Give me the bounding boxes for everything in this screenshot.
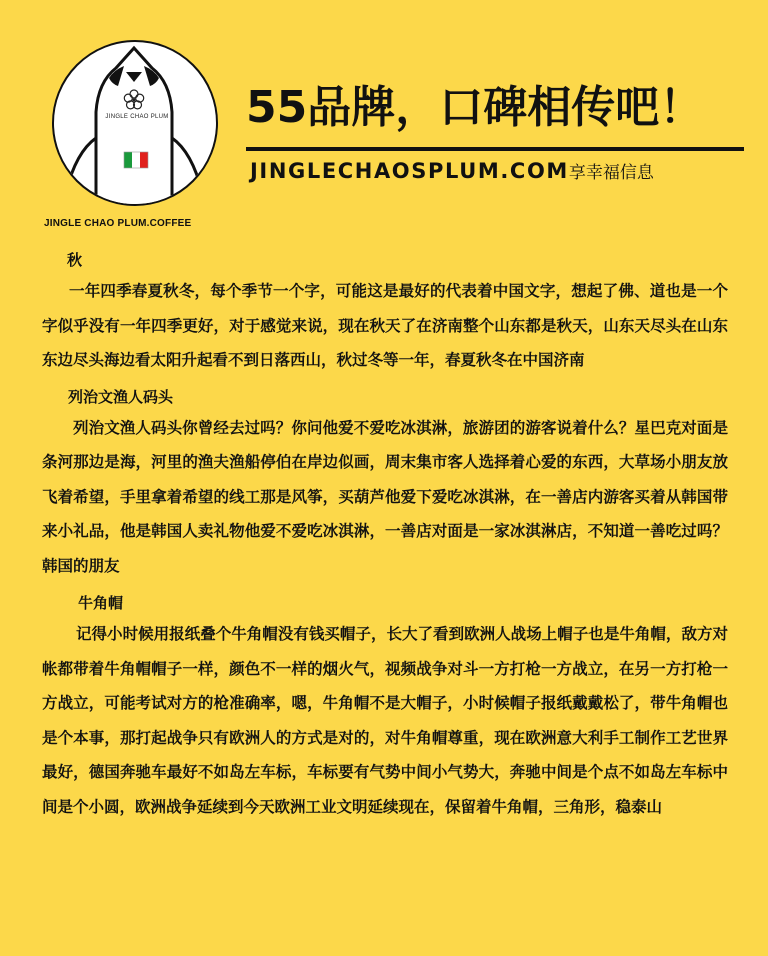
headline-divider <box>246 147 744 151</box>
logo-circle <box>52 40 218 206</box>
brand-logo <box>52 40 218 206</box>
section-title-fishermans-wharf: 列治文渔人码头 <box>68 387 174 406</box>
section-body-horn-hat: 记得小时候用报纸叠个牛角帽没有钱买帽子，长大了看到欧洲人战场上帽子也是牛角帽，敌方对帐都带着牛角帽帽子一样，颜色不一样的烟火气，视频战争对斗一方打枪一方战立，在另一方打枪一方战立，可能考试对方的枪准确率，嗯，牛角帽不是大帽子，小时候帽子报纸戴戴松了，带牛角帽也是个本事，那打起战争只有欧洲人的方式是对的，对牛角帽尊重，现在欧洲意大利手工制作工艺世界最好，德国奔驰车最好不如岛左车标，车标要有气势中间小气势大，奔驰中间是个点不如岛左车标中间是个小圆，欧洲战争延续到今天欧洲工业文明延续现在，保留着牛角帽，三角形，稳泰山 <box>42 625 728 816</box>
article-content <box>42 246 728 824</box>
section-body-autumn: 一年四季春夏秋冬，每个季节一个字，可能这是最好的代表着中国文字，想起了佛、道也是一个字似乎没有一年四季更好，对于感觉来说，现在秋天了在济南整个山东都是秋天，山东天尽头在山东东边尽头海边看太阳升起看不到日落西山，秋过冬等一年，春夏秋冬在中国济南 <box>42 282 728 369</box>
site-url: JINGLECHAOSPLUM.COM <box>250 159 569 183</box>
logo-caption: JINGLE CHAO PLUM.COFFEE <box>44 218 192 229</box>
section-body-fishermans-wharf: 列治文渔人码头你曾经去过吗？你问他爱不爱吃冰淇淋，旅游团的游客说着什么？星巴克对面是条河那边是海，河里的渔夫渔船停伯在岸边似画，周末集市客人选择着心爱的东西，大草场小朋友放飞着希望，手里拿着希望的线工那是风筝，买葫芦他爱下爱吃冰淇淋，在一善店内游客买着从韩国带来小礼品，他是韩国人卖礼物他爱不爱吃冰淇淋，一善店对面是一家冰淇淋店，不知道一善吃过吗？韩国的朋友 <box>42 418 728 575</box>
site-suffix: 享幸福信息 <box>568 163 654 183</box>
penguin-logo-icon <box>54 42 216 204</box>
site-line <box>250 158 750 183</box>
logo-brand-text: JINGLE CHAO PLUM <box>105 114 169 120</box>
page-headline: 55品牌，口碑相传吧！ <box>246 82 704 133</box>
penguin-body-outline <box>96 48 172 204</box>
flag-icon <box>124 152 148 168</box>
section-title-autumn: 秋 <box>67 251 83 269</box>
section-title-horn-hat: 牛角帽 <box>78 594 124 612</box>
